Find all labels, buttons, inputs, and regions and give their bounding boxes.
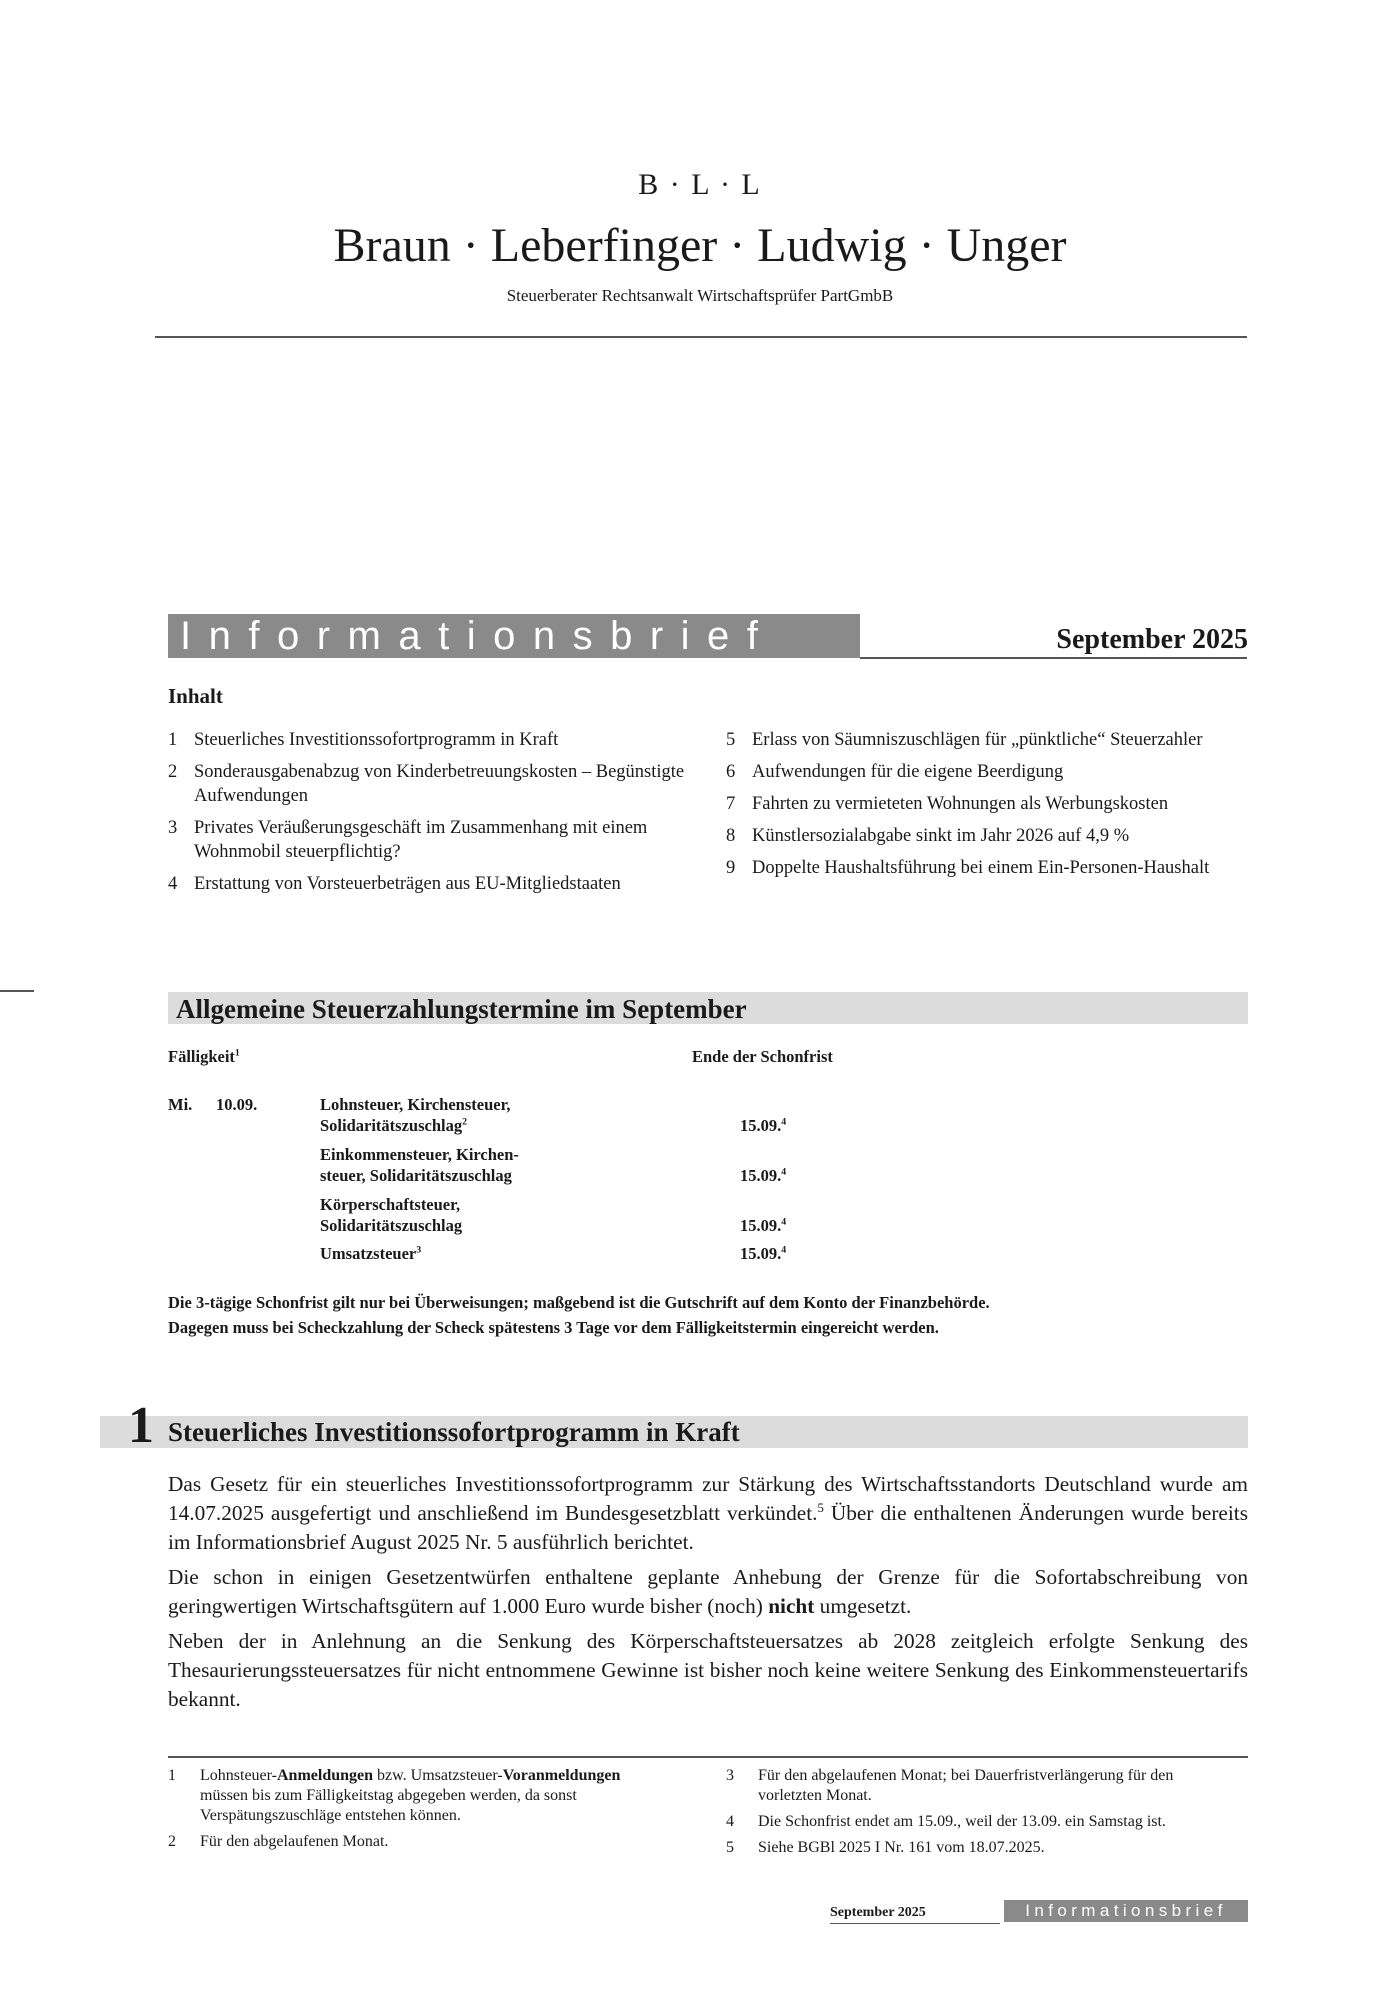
toc-item-label: Steuerliches Investitionssofortprogramm in Kraft	[194, 730, 559, 750]
footnote-text: Siehe BGBl 2025 I Nr. 161 vom 18.07.2025.	[758, 1839, 1045, 1856]
footnote-ref[interactable]: 5	[817, 1500, 824, 1515]
tax-type-line: Körperschaftsteuer,	[320, 1195, 461, 1214]
toc-item[interactable]	[168, 872, 698, 896]
footnote-text-part: bzw. Umsatzsteuer-	[373, 1767, 503, 1784]
footnote-number: 1	[168, 1767, 176, 1784]
grace-date-value: 15.09.	[740, 1116, 782, 1135]
footnotes-right	[726, 1766, 1226, 1864]
paragraph-text: Über die enthaltenen Änderungen wurde bereits im Informationsbrief August 2025 Nr. 5 ausführlich berichtet.	[168, 1501, 1248, 1554]
section-title: Steuerliches Investitionssofortprogramm in Kraft	[168, 1417, 740, 1447]
toc-item-number: 7	[726, 794, 736, 814]
cheque-note: Dagegen muss bei Scheckzahlung der Scheck spätestens 3 Tage vor dem Fälligkeitstermin eingereicht werden.	[168, 1318, 939, 1337]
toc-item[interactable]	[168, 760, 698, 808]
grace-date	[740, 1115, 786, 1136]
footnote-ref[interactable]: 4	[781, 1166, 787, 1178]
footnote	[168, 1766, 668, 1826]
newsletter-banner: Informationsbrief	[168, 614, 860, 658]
footnote-text: Für den abgelaufenen Monat.	[200, 1833, 389, 1850]
tax-type-line: Solidaritätszuschlag	[320, 1216, 463, 1235]
toc-item-number: 2	[168, 762, 178, 782]
footnote-ref[interactable]: 4	[781, 1216, 787, 1228]
grace-period-header: Ende der Schonfrist	[692, 1047, 833, 1066]
toc-item[interactable]	[168, 728, 698, 752]
toc-item-label: Fahrten zu vermieteten Wohnungen als Werbungskosten	[752, 794, 1169, 814]
footnote-number: 5	[726, 1839, 734, 1856]
due-date-header	[168, 1046, 240, 1067]
tax-type	[320, 1194, 600, 1236]
footnote-number: 2	[168, 1833, 176, 1850]
grace-date-value: 15.09.	[740, 1166, 782, 1185]
toc-item[interactable]	[168, 816, 698, 864]
grace-date	[740, 1243, 786, 1264]
footnote-number: 3	[726, 1767, 734, 1784]
grace-note: Die 3-tägige Schonfrist gilt nur bei Überweisungen; maßgebend ist die Gutschrift auf dem Konto der Finanzbehörde.	[168, 1293, 990, 1312]
footnote-ref[interactable]: 3	[416, 1244, 422, 1256]
footnote-text-part: müssen bis zum Fälligkeitstag abgegeben werden, da sonst Verspätungszuschläge entstehen können.	[200, 1787, 577, 1824]
toc-item-number: 6	[726, 762, 736, 782]
due-weekday: Mi.	[168, 1095, 193, 1114]
footnote-emphasis: Anmeldungen	[276, 1767, 374, 1784]
toc-item-label: Künstlersozialabgabe sinkt im Jahr 2026 auf 4,9 %	[752, 826, 1130, 846]
toc-item[interactable]	[726, 856, 1256, 880]
footnote	[726, 1812, 1226, 1832]
firm-subtitle: Steuerberater Rechtsanwalt Wirtschaftsprüfer PartGmbB	[506, 286, 894, 305]
footnote-ref[interactable]: 1	[234, 1047, 240, 1059]
grace-date-value: 15.09.	[740, 1216, 782, 1235]
toc-item-label: Erlass von Säumniszuschlägen für „pünktliche“ Steuerzahler	[752, 730, 1203, 750]
tax-type	[320, 1243, 600, 1264]
tax-type-line: steuer, Solidaritätszuschlag	[320, 1166, 512, 1185]
footnote-divider	[168, 1756, 1248, 1758]
grace-date	[740, 1215, 786, 1236]
tax-type-line: Solidaritätszuschlag	[320, 1116, 463, 1135]
footer-date: September 2025	[830, 1905, 926, 1920]
footer-banner: Informationsbrief	[1004, 1900, 1248, 1922]
toc-item-number: 3	[168, 818, 178, 838]
footnote-text: Für den abgelaufenen Monat; bei Dauerfristverlängerung für den vorletzten Monat.	[758, 1767, 1174, 1804]
tax-type	[320, 1144, 600, 1186]
toc-title: Inhalt	[168, 684, 223, 708]
due-date: 10.09.	[216, 1095, 258, 1114]
toc-column-right	[726, 728, 1256, 888]
footnote	[726, 1838, 1226, 1858]
section-body	[168, 1470, 1248, 1720]
toc-item[interactable]	[726, 792, 1256, 816]
footnote	[168, 1832, 668, 1852]
footnote-text	[200, 1766, 668, 1826]
toc-item-number: 4	[168, 874, 178, 894]
toc-item-label: Erstattung von Vorsteuerbeträgen aus EU-Mitgliedstaaten	[194, 874, 621, 894]
tax-section-title: Allgemeine Steuerzahlungstermine im September	[176, 994, 747, 1024]
toc-item[interactable]	[726, 728, 1256, 752]
fold-mark	[0, 990, 34, 992]
toc-item-label: Sonderausgabenabzug von Kinderbetreuungskosten – Begünstigte Aufwendungen	[194, 762, 685, 806]
paragraph-text: umgesetzt.	[814, 1594, 912, 1618]
paragraph	[168, 1563, 1248, 1621]
footnote-emphasis: Voranmeldungen	[502, 1767, 621, 1784]
tax-type-line: Einkommensteuer, Kirchen-	[320, 1145, 519, 1164]
toc-column-left	[168, 728, 698, 904]
tax-type	[320, 1094, 600, 1136]
firm-name: Braun · Leberfinger · Ludwig · Unger	[333, 219, 1067, 272]
footnote-ref[interactable]: 4	[781, 1116, 787, 1128]
toc-item[interactable]	[726, 824, 1256, 848]
paragraph-text: Das Gesetz für ein steuerliches Investitionssofortprogramm zur Stärkung des Wirtschaftsstandorts Deutschland wurde am 14.07.2025 ausgefertigt und anschließend im Bundesgesetzblatt verkündet.	[168, 1472, 1248, 1525]
footnote-text-part: Lohnsteuer-	[200, 1767, 277, 1784]
footer-divider	[830, 1923, 1000, 1924]
grace-date	[740, 1165, 786, 1186]
toc-item-label: Doppelte Haushaltsführung bei einem Ein-Personen-Haushalt	[752, 858, 1210, 878]
footnote-ref[interactable]: 4	[781, 1244, 787, 1256]
paragraph: Neben der in Anlehnung an die Senkung des Körperschaftsteuersatzes ab 2028 zeitgleich erfolgte Senkung des Thesaurierungssteuersatzes für nicht entnommene Gewinne ist bisher noch keine weitere Senkung des Einkommensteuertarifs bekannt.	[168, 1629, 1248, 1711]
grace-date-value: 15.09.	[740, 1244, 782, 1263]
toc-item-number: 8	[726, 826, 736, 846]
footnote-ref[interactable]: 2	[462, 1116, 468, 1128]
tax-type-line: Umsatzsteuer	[320, 1244, 417, 1263]
section-number: 1	[128, 1397, 154, 1454]
toc-item-number: 5	[726, 730, 736, 750]
footnote	[726, 1766, 1226, 1806]
footnote-text: Die Schonfrist endet am 15.09., weil der 13.09. ein Samstag ist.	[758, 1813, 1166, 1830]
header-divider	[155, 336, 1247, 338]
tax-type-line: Lohnsteuer, Kirchensteuer,	[320, 1095, 511, 1114]
toc-item-label: Privates Veräußerungsgeschäft im Zusammenhang mit einem Wohnmobil steuerpflichtig?	[194, 818, 648, 862]
toc-item-number: 1	[168, 730, 178, 750]
firm-initials: B · L · L	[638, 168, 762, 201]
paragraph-text: Die schon in einigen Gesetzentwürfen enthaltene geplante Anhebung der Grenze für die Sofortabschreibung von geringwertigen Wirtschaftsgütern auf 1.000 Euro wurde bisher (noch)	[168, 1565, 1248, 1618]
footnotes-left	[168, 1766, 668, 1858]
toc-item[interactable]	[726, 760, 1256, 784]
banner-divider	[860, 657, 1247, 659]
issue-date: September 2025	[1056, 624, 1248, 655]
due-date-header-label: Fälligkeit	[168, 1047, 235, 1066]
toc-item-label: Aufwendungen für die eigene Beerdigung	[752, 762, 1064, 782]
paragraph	[168, 1470, 1248, 1557]
footnote-number: 4	[726, 1813, 734, 1830]
emphasis: nicht	[768, 1594, 815, 1618]
toc-item-number: 9	[726, 858, 736, 878]
